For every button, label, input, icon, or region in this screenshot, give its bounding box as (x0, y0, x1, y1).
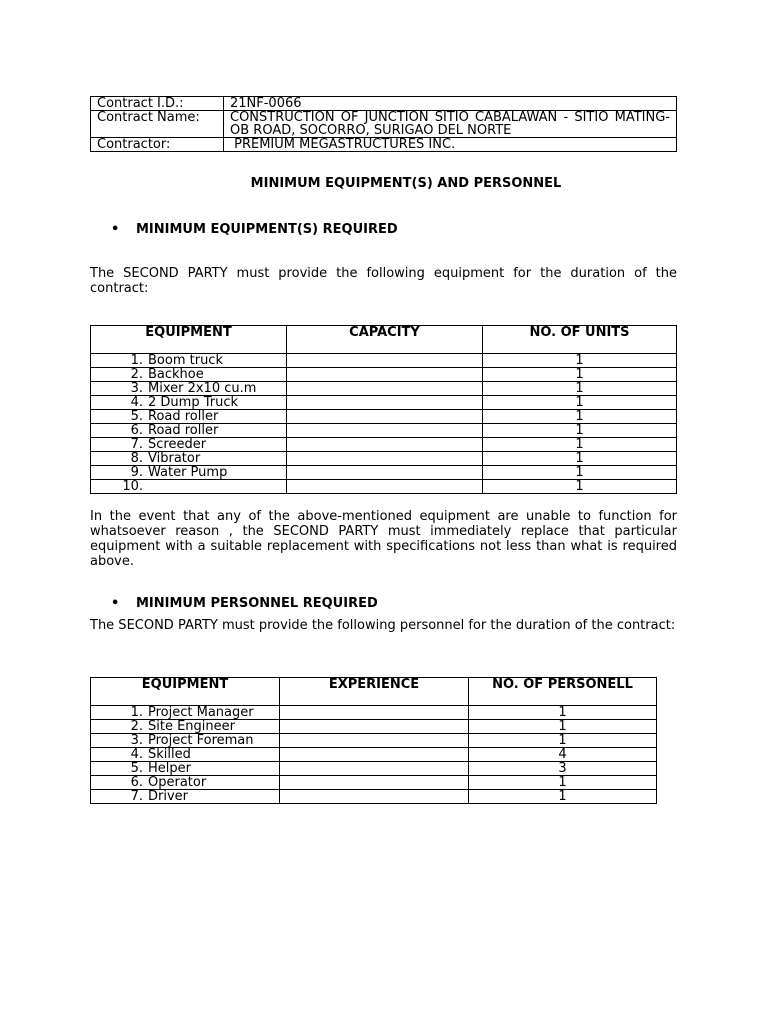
personnel-item-number: 4. (130, 747, 143, 762)
equipment-name-cell (91, 410, 287, 424)
table-row (91, 382, 677, 396)
table-row (91, 396, 677, 410)
equipment-name-cell (91, 480, 287, 494)
personnel-experience-cell (280, 776, 469, 790)
equipment-capacity-cell (287, 410, 483, 424)
equipment-col-header: EQUIPMENT (91, 326, 287, 354)
personnel-table-header (91, 678, 657, 706)
table-row (91, 734, 657, 748)
equipment-name-cell (91, 424, 287, 438)
equipment-units-cell: 1 (483, 382, 677, 396)
equipment-units-cell: 1 (483, 480, 677, 494)
experience-col-header: EXPERIENCE (280, 678, 469, 706)
equipment-item-number: 5. (130, 409, 143, 424)
table-row (91, 706, 657, 720)
equipment-name-cell (91, 368, 287, 382)
equipment-item-name: Water Pump (148, 465, 228, 480)
personnel-name-cell (91, 776, 280, 790)
equipment-item-number: 3. (130, 381, 143, 396)
equipment-item-name: Vibrator (148, 451, 201, 466)
equipment-name-cell (91, 466, 287, 480)
contract-id-label: Contract I.D.: (91, 97, 224, 111)
table-row (91, 452, 677, 466)
personnel-count-cell: 1 (469, 734, 657, 748)
equipment-units-cell: 1 (483, 466, 677, 480)
contract-name-value: CONSTRUCTION OF JUNCTION SITIO CABALAWAN - SITIO MATING-OB ROAD, SOCORRO, SURIGAO DEL NORTE (224, 111, 677, 138)
personnel-name-cell (91, 762, 280, 776)
personnel-experience-cell (280, 748, 469, 762)
personnel-name-cell (91, 734, 280, 748)
personnel-count-cell: 4 (469, 748, 657, 762)
table-row (91, 368, 677, 382)
personnel-item-name: Project Foreman (148, 733, 254, 748)
personnel-name-cell (91, 748, 280, 762)
contractor-value: PREMIUM MEGASTRUCTURES INC. (224, 138, 677, 152)
equipment-bullet: • (111, 222, 120, 237)
table-row (91, 438, 677, 452)
equipment-capacity-cell (287, 452, 483, 466)
personnel-count-cell: 1 (469, 790, 657, 804)
personnel-count-cell: 3 (469, 762, 657, 776)
personnel-count-cell: 1 (469, 706, 657, 720)
equipment-name-cell (91, 438, 287, 452)
personnel-count-col-header: NO. OF PERSONELL (469, 678, 657, 706)
equipment-item-name: Backhoe (148, 367, 204, 382)
equipment-item-number: 2. (130, 367, 143, 382)
personnel-bullet: • (111, 596, 120, 611)
equipment-units-cell: 1 (483, 424, 677, 438)
table-row (91, 720, 657, 734)
capacity-col-header: CAPACITY (287, 326, 483, 354)
personnel-experience-cell (280, 720, 469, 734)
equipment-item-number: 10. (122, 479, 143, 494)
equipment-name-cell (91, 354, 287, 368)
personnel-experience-cell (280, 706, 469, 720)
personnel-item-name: Site Engineer (148, 719, 235, 734)
table-row (91, 762, 657, 776)
personnel-section-heading: MINIMUM PERSONNEL REQUIRED (136, 596, 378, 611)
contract-name-row (91, 111, 677, 138)
personnel-item-name: Project Manager (148, 705, 254, 720)
replacement-note: In the event that any of the above-mentioned equipment are unable to function for whatsoever reason , the SECOND PARTY must immediately replace that particular equipment with a suitable replacement with specifications not less than what is required above. (90, 509, 677, 569)
personnel-item-name: Driver (148, 789, 189, 804)
page-title: MINIMUM EQUIPMENT(S) AND PERSONNEL (250, 176, 562, 191)
personnel-item-number: 3. (130, 733, 143, 748)
personnel-item-number: 2. (130, 719, 143, 734)
equipment-item-name: Road roller (148, 409, 219, 424)
contract-name-label: Contract Name: (91, 111, 224, 138)
equipment-capacity-cell (287, 368, 483, 382)
personnel-item-number: 5. (130, 761, 143, 776)
contract-info-table (90, 96, 677, 152)
equipment-capacity-cell (287, 480, 483, 494)
equipment-item-number: 6. (130, 423, 143, 438)
personnel-item-name: Skilled (148, 747, 191, 762)
equipment-table (90, 325, 677, 494)
personnel-count-cell: 1 (469, 720, 657, 734)
personnel-experience-cell (280, 762, 469, 776)
units-col-header: NO. OF UNITS (483, 326, 677, 354)
personnel-item-name: Helper (148, 761, 191, 776)
equipment-table-header (91, 326, 677, 354)
table-row (91, 748, 657, 762)
personnel-count-cell: 1 (469, 776, 657, 790)
equipment-section-heading: MINIMUM EQUIPMENT(S) REQUIRED (136, 222, 398, 237)
equipment-capacity-cell (287, 354, 483, 368)
table-row (91, 790, 657, 804)
personnel-item-number: 1. (130, 705, 143, 720)
equipment-item-number: 9. (130, 465, 143, 480)
equipment-capacity-cell (287, 438, 483, 452)
personnel-experience-cell (280, 734, 469, 748)
equipment-item-name: 2 Dump Truck (148, 395, 238, 410)
equipment-intro: The SECOND PARTY must provide the following equipment for the duration of the contract: (90, 266, 677, 296)
table-row (91, 410, 677, 424)
table-row (91, 424, 677, 438)
equipment-units-cell: 1 (483, 410, 677, 424)
equipment-item-name: Road roller (148, 423, 219, 438)
table-row (91, 776, 657, 790)
equipment-capacity-cell (287, 396, 483, 410)
personnel-experience-cell (280, 790, 469, 804)
equipment-name-cell (91, 382, 287, 396)
equipment-units-cell: 1 (483, 396, 677, 410)
personnel-item-name: Operator (148, 775, 207, 790)
equipment-units-cell: 1 (483, 438, 677, 452)
personnel-table (90, 677, 657, 804)
equipment-item-number: 7. (130, 437, 143, 452)
contract-id-value: 21NF-0066 (224, 97, 677, 111)
personnel-item-number: 6. (130, 775, 143, 790)
personnel-intro: The SECOND PARTY must provide the following personnel for the duration of the contract: (90, 618, 676, 633)
equipment-item-name: Boom truck (148, 353, 223, 368)
equipment-item-number: 4. (130, 395, 143, 410)
equipment-item-number: 8. (130, 451, 143, 466)
equipment-item-name: Mixer 2x10 cu.m (148, 381, 257, 396)
contractor-row (91, 138, 677, 152)
table-row (91, 480, 677, 494)
contract-id-row (91, 97, 677, 111)
personnel-name-cell (91, 790, 280, 804)
contractor-label: Contractor: (91, 138, 224, 152)
personnel-equipment-col-header: EQUIPMENT (91, 678, 280, 706)
personnel-name-cell (91, 720, 280, 734)
equipment-capacity-cell (287, 466, 483, 480)
equipment-capacity-cell (287, 424, 483, 438)
equipment-name-cell (91, 452, 287, 466)
equipment-item-name: Screeder (148, 437, 207, 452)
equipment-units-cell: 1 (483, 452, 677, 466)
equipment-units-cell: 1 (483, 368, 677, 382)
personnel-name-cell (91, 706, 280, 720)
equipment-item-number: 1. (130, 353, 143, 368)
table-row (91, 466, 677, 480)
equipment-capacity-cell (287, 382, 483, 396)
personnel-item-number: 7. (130, 789, 143, 804)
table-row (91, 354, 677, 368)
equipment-name-cell (91, 396, 287, 410)
equipment-units-cell: 1 (483, 354, 677, 368)
